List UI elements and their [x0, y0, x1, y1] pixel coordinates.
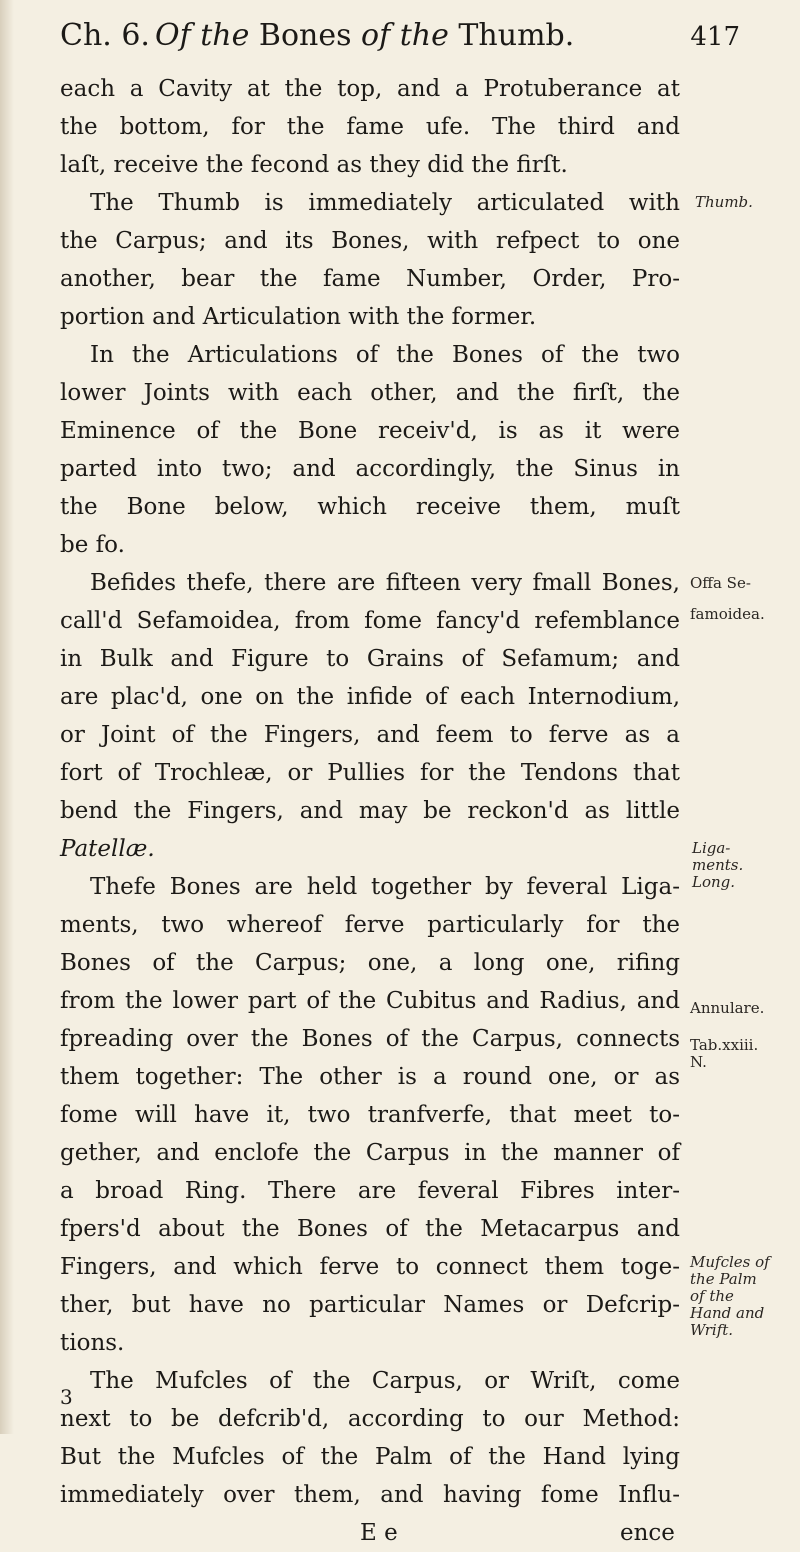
text-line: fort of Trochleæ, or Pullies for the Tendons that [60, 760, 680, 786]
signature-mark: E e [360, 1520, 398, 1546]
text-line: In the Articulations of the Bones of the two [90, 342, 680, 368]
margin-text: of the [690, 1287, 734, 1305]
text-line: The Thumb is immediately articulated with [90, 190, 680, 216]
text-line: fpreading over the Bones of the Carpus, connects [60, 1026, 680, 1052]
text-line: fpers'd about the Bones of the Metacarpus and [60, 1216, 680, 1242]
text-line: Befides thefe, there are fifteen very fmall Bones, [90, 570, 680, 596]
margin-text: Long. [692, 873, 736, 891]
text-line: call'd Sefamoidea, from fome fancy'd refemblance [60, 608, 680, 634]
margin-text: Thumb. [695, 193, 753, 211]
text-line: the Carpus; and its Bones, with refpect to one [60, 228, 680, 254]
catchword: ence [620, 1520, 675, 1546]
text-line: laſt, receive the fecond as they did the firſt. [60, 152, 568, 178]
margin-text: famoidea. [690, 605, 765, 623]
text-line: Fingers, and which ferve to connect them toge- [60, 1254, 680, 1280]
margin-text: Offa Se- [690, 574, 751, 592]
text-line: next to be defcrib'd, according to our Method: [60, 1406, 680, 1432]
text-line: are plac'd, one on the infide of each Internodium, [60, 684, 680, 710]
text-line: tions. [60, 1330, 125, 1356]
margin-note-muscles [690, 1254, 770, 1339]
signature-number: 3 [60, 1385, 73, 1409]
running-header [60, 12, 740, 62]
margin-text: Annulare. [690, 999, 765, 1017]
title-part: Thumb. [448, 18, 575, 53]
text-line: immediately over them, and having fome Influ- [60, 1482, 680, 1508]
page-gutter-shadow [0, 0, 14, 1434]
text-line: them together: The other is a round one, or as [60, 1064, 680, 1090]
margin-note-ossa-sesamoidea [690, 575, 765, 623]
text-line: the Bone below, which receive them, muſt [60, 494, 680, 520]
margin-text: Hand and [690, 1304, 765, 1322]
chapter-label: Ch. 6. [60, 18, 150, 53]
text-line: a broad Ring. There are feveral Fibres inter- [60, 1178, 680, 1204]
text-line: each a Cavity at the top, and a Protuberance at [60, 76, 680, 102]
text-line: Thefe Bones are held together by feveral Liga- [90, 874, 680, 900]
margin-note-ligaments [692, 840, 743, 891]
text-line: But the Mufcles of the Palm of the Hand lying [60, 1444, 680, 1470]
text-line: or Joint of the Fingers, and feem to ferve as a [60, 722, 680, 748]
margin-text: Mufcles of [690, 1253, 770, 1271]
text-line: Eminence of the Bone receiv'd, is as it were [60, 418, 680, 444]
margin-text: Liga- [692, 839, 731, 857]
text-line: Patellæ. [60, 836, 155, 862]
text-line: fome will have it, two tranfverfe, that meet to- [60, 1102, 680, 1128]
text-line: ments, two whereof ferve particularly for the [60, 912, 680, 938]
margin-text: N. [690, 1053, 707, 1071]
margin-note-annulare [690, 1000, 764, 1071]
body-text [60, 70, 680, 1552]
margin-text: ments. [692, 856, 744, 874]
text-line: the bottom, for the fame ufe. The third and [60, 114, 680, 140]
text-line: be fo. [60, 532, 125, 558]
margin-text: Wrift. [690, 1321, 734, 1339]
running-title [155, 18, 574, 53]
catch-line [60, 1514, 680, 1552]
title-part: of the [361, 18, 449, 53]
text-line: lower Joints with each other, and the firſt, the [60, 380, 680, 406]
text-line: The Mufcles of the Carpus, or Wriſt, come [90, 1368, 680, 1394]
text-line: in Bulk and Figure to Grains of Sefamum; and [60, 646, 680, 672]
text-line: ther, but have no particular Names or Defcrip- [60, 1292, 680, 1318]
page-number: 417 [690, 22, 740, 52]
text-line: from the lower part of the Cubitus and Radius, and [60, 988, 680, 1014]
text-line: portion and Articulation with the former. [60, 304, 537, 330]
title-part: Bones [249, 18, 362, 53]
title-part: Of the [155, 18, 250, 53]
text-line: Bones of the Carpus; one, a long one, rifing [60, 950, 680, 976]
margin-text: Tab.xxiii. [690, 1036, 759, 1054]
text-line: another, bear the fame Number, Order, Pro- [60, 266, 680, 292]
text-line: bend the Fingers, and may be reckon'd as little [60, 798, 680, 824]
margin-text: the Palm [690, 1270, 757, 1288]
text-line: parted into two; and accordingly, the Sinus in [60, 456, 680, 482]
margin-note-thumb [695, 194, 753, 211]
text-line: gether, and enclofe the Carpus in the manner of [60, 1140, 680, 1166]
